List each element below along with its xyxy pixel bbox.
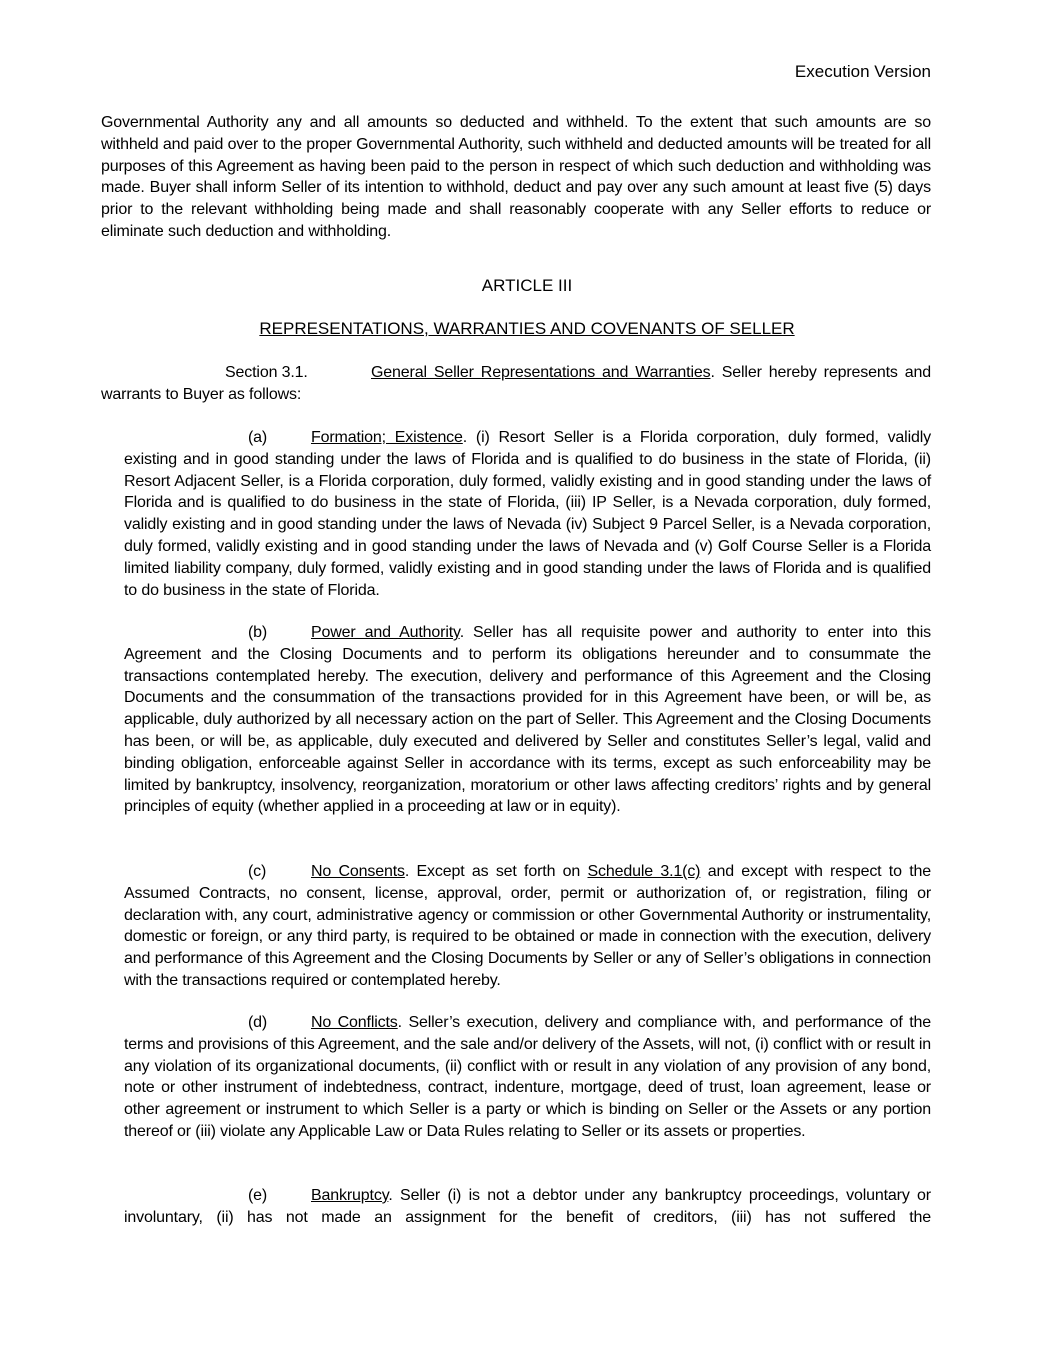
- item-d: [124, 1012, 931, 1143]
- item-heading: No Consents: [311, 863, 405, 880]
- version-label: Execution Version: [794, 62, 931, 81]
- item-label: (d): [248, 1014, 268, 1031]
- item-label: (c): [248, 863, 267, 880]
- item-b: [124, 622, 931, 818]
- section-3-1: [101, 362, 931, 406]
- article-title: [101, 319, 953, 339]
- item-heading: Power and Authority: [311, 624, 460, 641]
- intro-paragraph: Governmental Authority any and all amounts so deducted and withheld. To the extent that such amounts are so withheld and paid over to the proper Governmental Authority, such withheld and deducted amounts will be treated for all purposes of this Agreement as having been paid to the person in respect of which such deduction and withholding was made. Buyer shall inform Seller of its intention to withhold, deduct and pay over any such amount at least five (5) days prior to the relevant withholding being made and shall reasonably cooperate with any Seller efforts to reduce or eliminate such deduction and withholding.: [101, 114, 931, 240]
- item-label: (a): [248, 429, 268, 446]
- item-text: and except with respect to the Assumed Contracts, no consent, license, approval, order, permit or authorization of, or registration, filing or declaration with, any court, administrative agency or commission or other Governmental Authority or instrumentality, domestic or foreign, or any third party, is required to be obtained or made in connection with the execution, delivery and performance of this Agreement and the Closing Documents by Seller or any of Seller’s obligations in connection with the transactions required or contemplated hereby.: [124, 863, 931, 989]
- item-a: [124, 427, 931, 601]
- item-text: . (i) Resort Seller is a Florida corporation, duly formed, validly existing and in good standing under the laws of Florida and is qualified to do business in the state of Florida, (ii) Resort Adjacent Seller, is a Florida corporation, duly formed, validly existing and in good standing under the laws of Florida and is qualified to do business in the state of Florida, (iii) IP Seller, is a Nevada corporation, duly formed, validly existing and in good standing under the laws of Nevada (iv) Subject 9 Parcel Seller, is a Nevada corporation, duly formed, validly existing and in good standing under the laws of Nevada and (v) Golf Course Seller is a Florida limited liability company, duly formed, validly existing and in good standing under the laws of Florida and is qualified to do business in the state of Florida.: [124, 429, 931, 599]
- item-text: . Seller has all requisite power and authority to enter into this Agreement and the Closing Documents and to perform its obligations hereunder and to consummate the transactions contemplated hereby. The execution, delivery and performance of this Agreement and the Closing Documents and the consummation of the transactions provided for in this Agreement have been, or will be, as applicable, duly authorized by all necessary action on the part of Seller. This Agreement and the Closing Documents has been, or will be, as applicable, duly executed and delivered by Seller and constitutes Seller’s legal, valid and binding obligation, enforceable against Seller in accordance with its terms, except as such enforceability may be limited by bankruptcy, insolvency, reorganization, moratorium or other laws affecting creditors’ rights and by general principles of equity (whether applied in a proceeding at law or in equity).: [124, 624, 931, 816]
- item-heading: No Conflicts: [311, 1014, 398, 1031]
- item-e: [124, 1185, 931, 1229]
- item-heading: Formation; Existence: [311, 429, 463, 446]
- item-text: . Seller’s execution, delivery and compliance with, and performance of the terms and provisions of this Agreement, and the sale and/or delivery of the Assets, will not, (i) conflict with or result in any violation of its organizational documents, (ii) conflict with or result in any violation of any provision of any bond, note or other instrument of indebtedness, contract, indenture, mortgage, deed of trust, loan agreement, lease or other agreement or instrument to which Seller is a party or which is binding on Seller or the Assets or any portion thereof or (iii) violate any Applicable Law or Data Rules relating to Seller or its assets or properties.: [124, 1014, 932, 1140]
- article-title-text: REPRESENTATIONS, WARRANTIES AND COVENANTS OF SELLER: [259, 319, 795, 338]
- schedule-reference: Schedule 3.1(c): [587, 863, 701, 880]
- item-text-before: . Except as set forth on: [404, 863, 588, 880]
- item-label: (e): [248, 1187, 268, 1204]
- section-number: Section 3.1.: [225, 364, 308, 381]
- item-heading: Bankruptcy: [311, 1187, 389, 1204]
- item-text: . Seller (i) is not a debtor under any bankruptcy proceedings, voluntary or involuntary, (ii) has not made an assignment for the benefit of creditors, (iii) has not suffered the: [124, 1187, 931, 1226]
- section-text: . Seller hereby represents and warrants to Buyer as follows:: [101, 364, 931, 403]
- item-label: (b): [248, 624, 268, 641]
- article-number: ARTICLE III: [481, 276, 573, 295]
- item-c: [124, 861, 931, 992]
- section-heading: General Seller Representations and Warranties: [371, 364, 711, 381]
